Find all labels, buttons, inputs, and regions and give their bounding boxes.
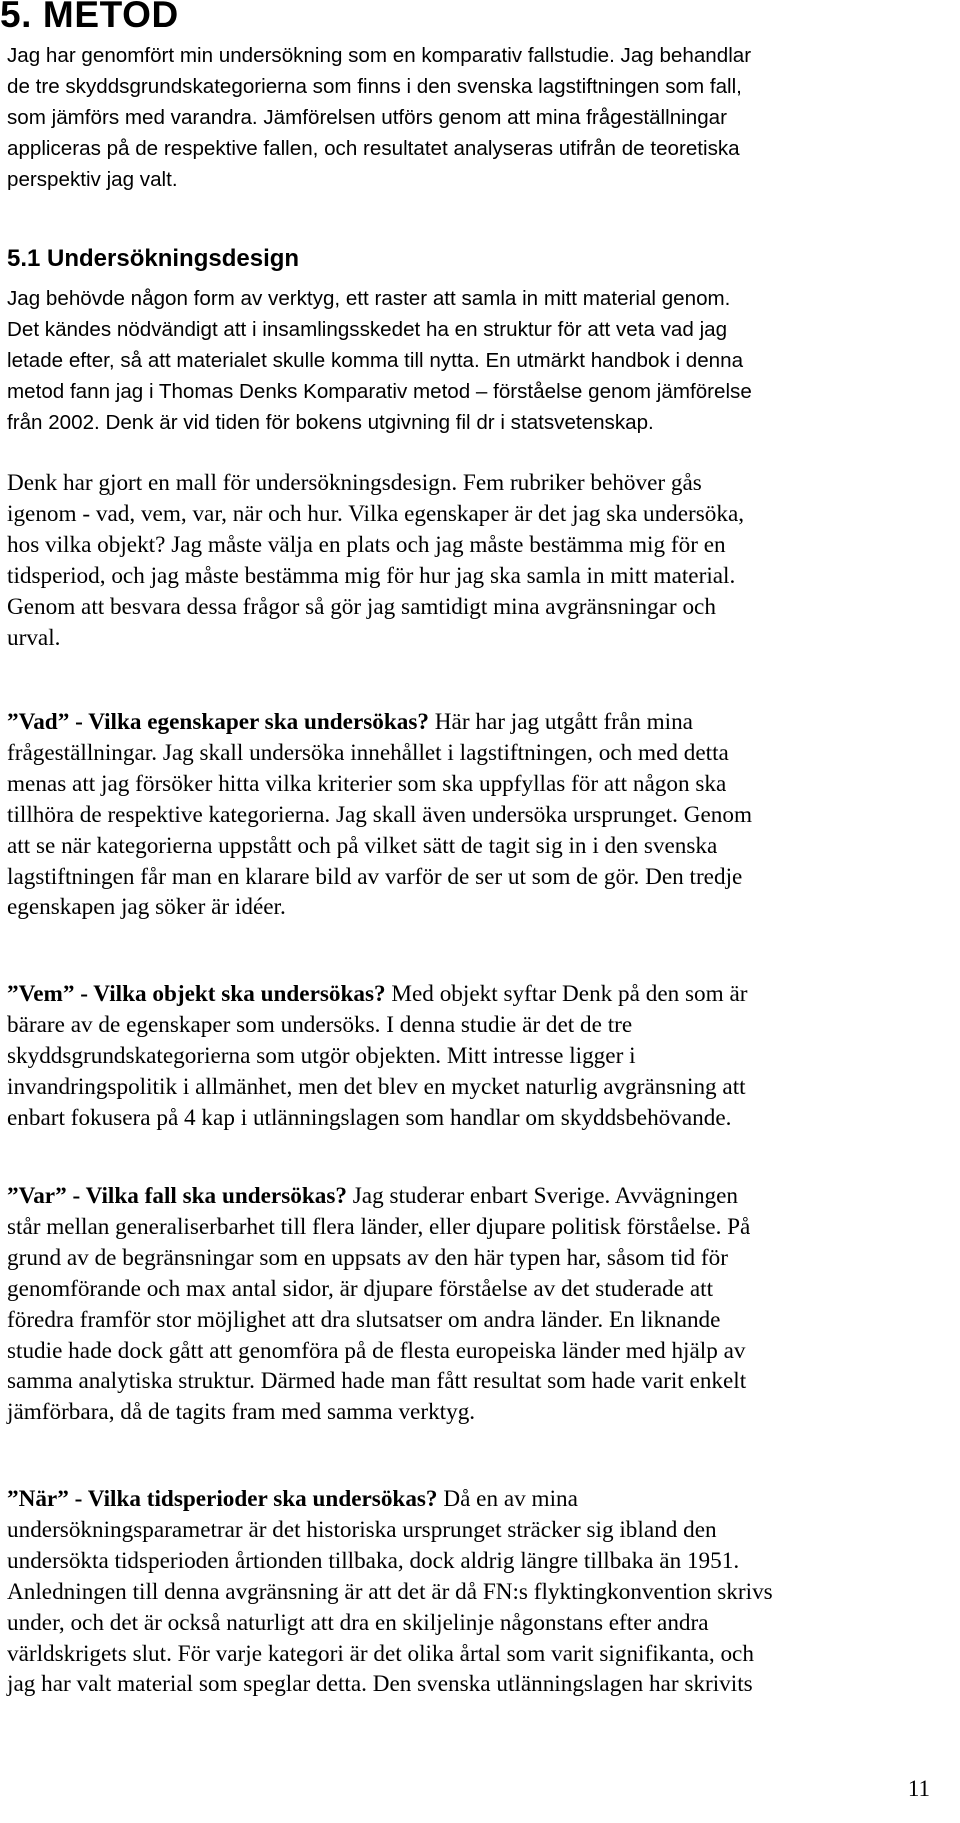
text-line: Här har jag utgått från mina: [429, 709, 693, 735]
text-line: Jag behövde någon form av verktyg, ett raster att samla in mitt material genom.: [7, 287, 731, 310]
text-line: Det kändes nödvändigt att i insamlingsskedet ha en struktur för att veta vad jag: [7, 318, 728, 341]
text-line: hos vilka objekt? Jag måste välja en plats och jag måste bestämma mig för en: [7, 531, 726, 558]
subsection-heading: 5.1 Undersökningsdesign: [7, 245, 300, 272]
var-question: ”Var” - Vilka fall ska undersökas?: [7, 1183, 347, 1209]
section-heading: 5. METOD: [0, 0, 179, 35]
text-line: Denk har gjort en mall för undersökningsdesign. Fem rubriker behöver gås: [7, 470, 702, 496]
text-line: igenom - vad, vem, var, när och hur. Vilka egenskaper är det jag ska undersöka,: [7, 500, 745, 527]
text-line: bärare av de egenskaper som undersöks. I denna studie är det de tre: [7, 1011, 633, 1038]
text-line: står mellan generaliserbarhet till flera länder, eller djupare politisk förståelse. På: [7, 1213, 751, 1240]
text-line: Jag har genomfört min undersökning som en komparativ fallstudie. Jag behandlar: [7, 44, 752, 67]
text-line: Genom att besvara dessa frågor så gör jag samtidigt mina avgränsningar och: [7, 593, 716, 620]
text-line: skyddsgrundskategorierna som utgör objekten. Mitt intresse ligger i: [7, 1042, 636, 1069]
text-line: som jämförs med varandra. Jämförelsen utförs genom att mina frågeställningar: [7, 106, 727, 129]
text-line: Jag studerar enbart Sverige. Avvägningen: [346, 1183, 739, 1209]
text-line: från 2002. Denk är vid tiden för bokens utgivning fil dr i statsvetenskap.: [7, 411, 654, 434]
text-line: världskrigets slut. För varje kategori är det olika årtal som varit signifikanta, och: [7, 1640, 754, 1667]
text-line: undersökningsparametrar är det historiska ursprunget sträcker sig ibland den: [7, 1516, 717, 1543]
text-line: menas att jag försöker hitta vilka kriterier som ska uppfyllas för att någon ska: [7, 770, 727, 797]
text-line: jämförbara, då de tagits fram med samma verktyg.: [7, 1399, 476, 1426]
text-line: Anledningen till denna avgränsning är att det är då FN:s flyktingkonvention skrivs: [7, 1578, 773, 1605]
text-line: grund av de begränsningar som en uppsats av den här typen har, såsom tid för: [7, 1244, 728, 1271]
vem-paragraph: [7, 979, 952, 1134]
text-line: samma analytiska struktur. Därmed hade man fått resultat som hade varit enkelt: [7, 1368, 747, 1395]
page-number: 11: [907, 1776, 930, 1801]
text-line: frågeställningar. Jag skall undersöka innehållet i lagstiftningen, och med detta: [7, 739, 729, 766]
text-line: Med objekt syftar Denk på den som är: [385, 981, 748, 1007]
text-line: perspektiv jag valt.: [7, 168, 178, 191]
text-line: tillhöra de respektive kategorierna. Jag skall även undersöka ursprunget. Genom: [7, 801, 752, 828]
text-line: genomförande och max antal sidor, är djupare förståelse av det studerade att: [7, 1275, 714, 1302]
text-line: att se när kategorierna uppstått och på vilket sätt de tagit sig in i den svenska: [7, 832, 718, 859]
text-line: invandringspolitik i allmänhet, men det blev en mycket naturlig avgränsning att: [7, 1073, 746, 1100]
text-line: metod fann jag i Thomas Denks Komparativ metod – förståelse genom jämförelse: [7, 380, 752, 403]
vem-question: ”Vem” - Vilka objekt ska undersökas?: [7, 981, 386, 1007]
text-line: tidsperiod, och jag måste bestämma mig för hur jag ska samla in mitt material.: [7, 562, 736, 589]
design-paragraph-1: [7, 283, 952, 438]
nar-question: ”När” - Vilka tidsperioder ska undersökas?: [7, 1486, 438, 1512]
text-line: urval.: [7, 624, 61, 651]
design-paragraph-2: [7, 468, 952, 653]
text-line: Då en av mina: [437, 1486, 578, 1512]
var-paragraph: [7, 1181, 952, 1428]
text-line: egenskapen jag söker är idéer.: [7, 894, 286, 921]
text-line: studie hade dock gått att genomföra på de flesta europeiska länder med hjälp av: [7, 1337, 746, 1364]
text-line: undersökta tidsperioden årtionden tillbaka, dock aldrig längre tillbaka än 1951.: [7, 1547, 740, 1574]
intro-paragraph: [7, 40, 952, 195]
text-line: under, och det är också naturligt att dra en skiljelinje någonstans efter andra: [7, 1609, 709, 1636]
text-line: appliceras på de respektive fallen, och resultatet analyseras utifrån de teoretiska: [7, 137, 740, 160]
text-line: enbart fokusera på 4 kap i utlänningslagen som handlar om skyddsbehövande.: [7, 1104, 732, 1131]
nar-paragraph: [7, 1484, 952, 1700]
vad-question: ”Vad” - Vilka egenskaper ska undersökas?: [7, 709, 429, 735]
text-line: jag har valt material som speglar detta. Den svenska utlänningslagen har skrivits: [7, 1671, 753, 1698]
text-line: lagstiftningen får man en klarare bild av varför de ser ut som de gör. Den tredje: [7, 863, 743, 890]
text-line: de tre skyddsgrundskategorierna som finns i den svenska lagstiftningen som fall,: [7, 75, 742, 98]
text-line: letade efter, så att materialet skulle komma till nytta. En utmärkt handbok i denna: [7, 349, 744, 372]
text-line: föredra framför stor möjlighet att dra slutsatser om andra länder. En liknande: [7, 1306, 721, 1333]
vad-paragraph: [7, 707, 952, 923]
